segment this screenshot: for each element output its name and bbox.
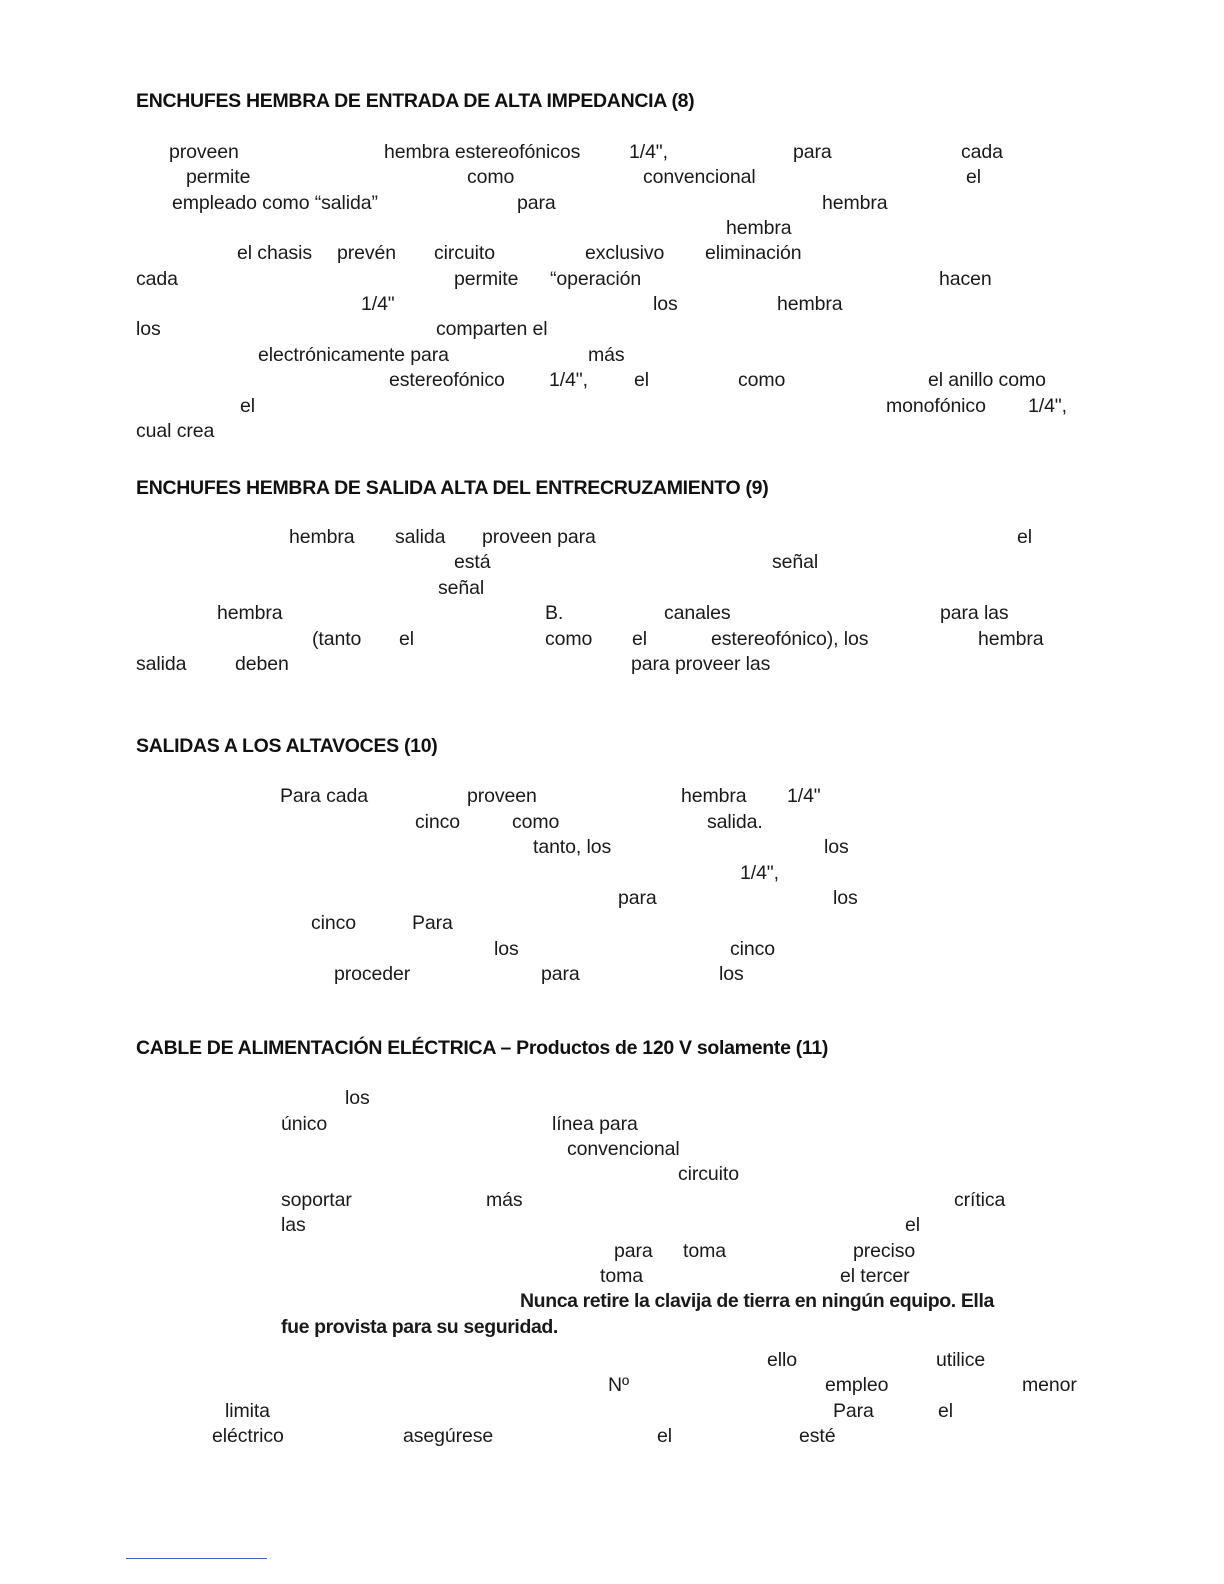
text-fragment: hacen (939, 268, 992, 290)
section-heading-speaker-outputs: SALIDAS A LOS ALTAVOCES (10) (136, 735, 438, 757)
text-fragment: convencional (567, 1138, 680, 1160)
text-fragment: para (618, 887, 657, 909)
text-fragment: 1/4", (629, 141, 668, 163)
text-fragment: cinco (415, 811, 461, 833)
text-fragment: cinco (730, 938, 776, 960)
text-fragment: salida (136, 653, 187, 675)
section-heading-high-impedance-inputs: ENCHUFES HEMBRA DE ENTRADA DE ALTA IMPEDANCIA (8) (136, 90, 695, 112)
text-fragment: menor (1022, 1374, 1077, 1396)
text-fragment: el (905, 1214, 920, 1236)
text-fragment: el (634, 369, 649, 391)
text-fragment: más (588, 344, 625, 366)
section-heading-crossover-outputs: ENCHUFES HEMBRA DE SALIDA ALTA DEL ENTRECRUZAMIENTO (9) (136, 477, 769, 499)
text-fragment: 1/4", (549, 369, 588, 391)
text-fragment: deben (235, 653, 289, 675)
text-fragment: cual crea (136, 420, 215, 442)
text-fragment: hembra (777, 293, 843, 315)
text-fragment: soportar (281, 1189, 352, 1211)
text-fragment: permite (186, 166, 251, 188)
text-fragment: 1/4", (740, 862, 779, 884)
text-fragment: como (467, 166, 515, 188)
text-fragment: señal (772, 551, 819, 573)
text-fragment: exclusivo (585, 242, 665, 264)
section-heading-power-cord: CABLE DE ALIMENTACIÓN ELÉCTRICA – Productos de 120 V solamente (11) (136, 1037, 829, 1059)
text-fragment: prevén (337, 242, 397, 264)
text-fragment: como (545, 628, 593, 650)
text-fragment: eliminación (705, 242, 802, 264)
text-fragment: crítica (954, 1189, 1006, 1211)
text-fragment: para las (940, 602, 1009, 624)
text-fragment: 1/4", (1028, 395, 1067, 417)
text-fragment: señal (438, 577, 485, 599)
text-fragment: esté (799, 1425, 836, 1447)
text-fragment: monofónico (886, 395, 986, 417)
text-fragment: utilice (936, 1349, 986, 1371)
text-fragment: cinco (311, 912, 357, 934)
text-fragment: toma (600, 1265, 643, 1287)
text-fragment: estereofónico (389, 369, 505, 391)
text-fragment: único (281, 1113, 328, 1135)
text-fragment: cada (961, 141, 1003, 163)
text-fragment: el (399, 628, 414, 650)
text-fragment: para (517, 192, 556, 214)
text-fragment: comparten el (436, 318, 548, 340)
text-fragment: Para (833, 1400, 874, 1422)
text-fragment: estereofónico), los (711, 628, 869, 650)
text-fragment: hembra (289, 526, 355, 548)
text-fragment: tanto, los (533, 836, 612, 858)
text-fragment: los (824, 836, 849, 858)
text-fragment: toma (683, 1240, 726, 1262)
text-fragment: convencional (643, 166, 756, 188)
safety-warning-text: fue provista para su seguridad. (281, 1316, 558, 1338)
text-fragment: más (486, 1189, 523, 1211)
text-fragment: los (136, 318, 161, 340)
text-fragment: canales (664, 602, 731, 624)
text-fragment: electrónicamente para (258, 344, 449, 366)
text-fragment: para (614, 1240, 653, 1262)
text-fragment: las (281, 1214, 306, 1236)
text-fragment: el chasis (237, 242, 312, 264)
text-fragment: preciso (853, 1240, 916, 1262)
text-fragment: el anillo como (928, 369, 1046, 391)
text-fragment: proveen (467, 785, 537, 807)
text-fragment: “operación (550, 268, 642, 290)
text-fragment: salida. (707, 811, 763, 833)
text-fragment: limita (225, 1400, 270, 1422)
text-fragment: ello (767, 1349, 797, 1371)
text-fragment: permite (454, 268, 519, 290)
text-fragment: 1/4" (361, 293, 395, 315)
text-fragment: el (1017, 526, 1032, 548)
text-fragment: los (833, 887, 858, 909)
text-fragment: asegúrese (403, 1425, 494, 1447)
text-fragment: proveen para (482, 526, 596, 548)
text-fragment: los (494, 938, 519, 960)
text-fragment: empleo (825, 1374, 889, 1396)
text-fragment: el (966, 166, 981, 188)
text-fragment: para (793, 141, 832, 163)
text-fragment: el (240, 395, 255, 417)
text-fragment: los (345, 1087, 370, 1109)
text-fragment: hembra (978, 628, 1044, 650)
text-fragment: como (738, 369, 786, 391)
text-fragment: los (653, 293, 678, 315)
footnote-divider (126, 1558, 267, 1559)
text-fragment: circuito (678, 1163, 739, 1185)
text-fragment: hembra (681, 785, 747, 807)
text-fragment: el tercer (840, 1265, 910, 1287)
text-fragment: para proveer las (631, 653, 771, 675)
text-fragment: Nº (608, 1374, 630, 1396)
text-fragment: cada (136, 268, 178, 290)
text-fragment: B. (545, 602, 564, 624)
text-fragment: el (938, 1400, 953, 1422)
safety-warning-text: Nunca retire la clavija de tierra en ningún equipo. Ella (520, 1290, 994, 1312)
text-fragment: el (632, 628, 647, 650)
text-fragment: salida (395, 526, 446, 548)
text-fragment: está (454, 551, 491, 573)
text-fragment: proveen (169, 141, 239, 163)
text-fragment: línea para (552, 1113, 638, 1135)
text-fragment: para (541, 963, 580, 985)
text-fragment: hembra (726, 217, 792, 239)
text-fragment: los (719, 963, 744, 985)
text-fragment: (tanto (312, 628, 362, 650)
text-fragment: Para (412, 912, 453, 934)
text-fragment: Para cada (280, 785, 368, 807)
text-fragment: el (657, 1425, 672, 1447)
text-fragment: hembra (217, 602, 283, 624)
text-fragment: proceder (334, 963, 411, 985)
text-fragment: empleado como “salida” (172, 192, 378, 214)
text-fragment: circuito (434, 242, 495, 264)
text-fragment: como (512, 811, 560, 833)
text-fragment: 1/4" (787, 785, 821, 807)
text-fragment: hembra (822, 192, 888, 214)
text-fragment: eléctrico (212, 1425, 284, 1447)
text-fragment: hembra estereofónicos (384, 141, 581, 163)
